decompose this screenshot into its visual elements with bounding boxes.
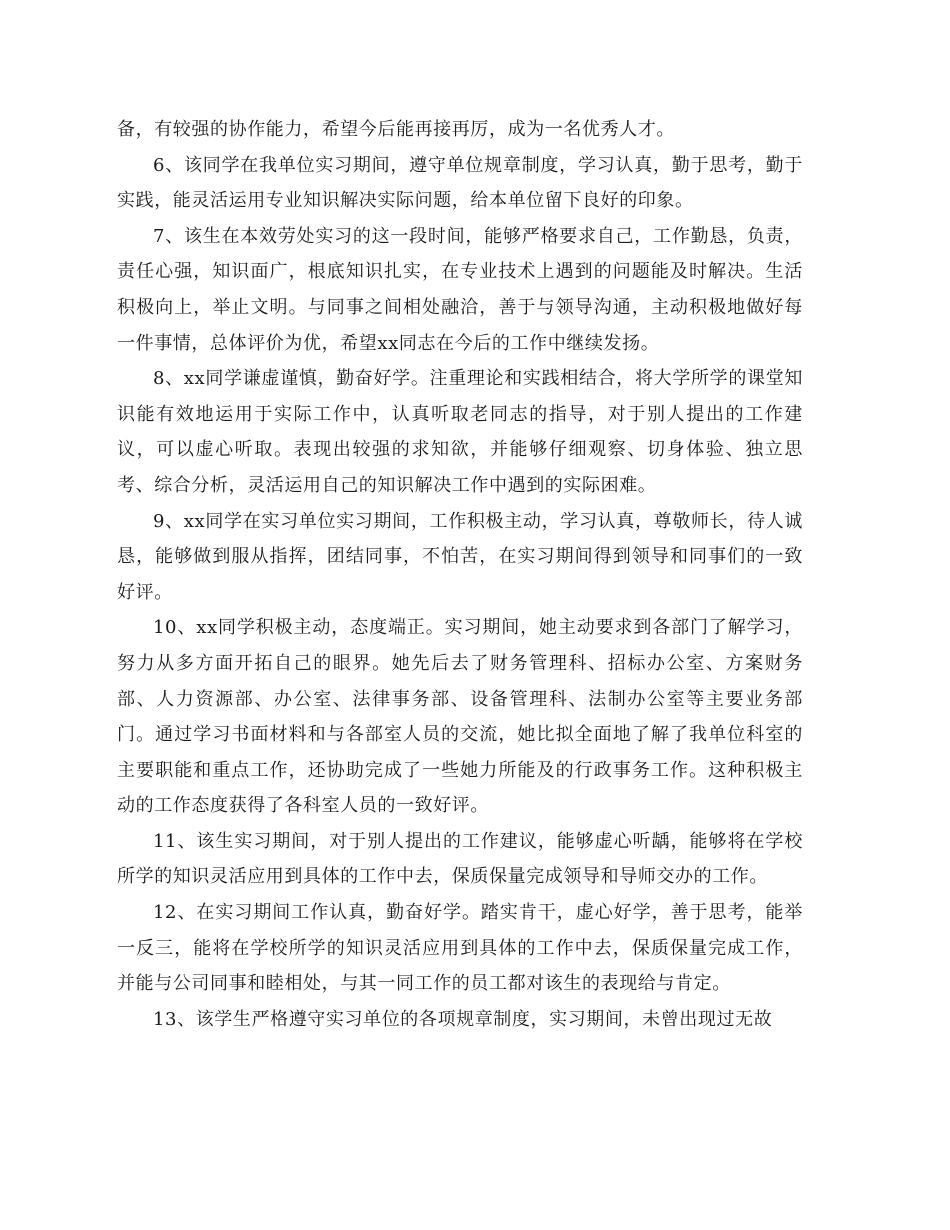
paragraph-6: 6、该同学在我单位实习期间，遵守单位规章制度，学习认真，勤于思考，勤于实践，能灵活运用专业知识解决实际问题，给本单位留下良好的印象。 — [117, 154, 803, 212]
paragraph-9: 9、xx同学在实习单位实习期间，工作积极主动，学习认真，尊敬师长，待人诚恳，能够做到服从指挥，团结同事，不怕苦，在实习期间得到领导和同事们的一致好评。 — [117, 510, 803, 603]
document-body — [117, 112, 803, 1037]
paragraph-10: 10、xx同学积极主动，态度端正。实习期间，她主动要求到各部门了解学习，努力从多方面开拓自己的眼界。她先后去了财务管理科、招标办公室、方案财务部、人力资源部、办公室、法律事务部、设备管理科、法制办公室等主要业务部门。通过学习书面材料和与各部室人员的交流，她比拟全面地了解了我单位科室的主要职能和重点工作，还协助完成了一些她力所能及的行政事务工作。这种积极主动的工作态度获得了各科室人员的一致好评。 — [117, 617, 803, 817]
paragraph-11: 11、该生实习期间，对于别人提出的工作建议，能够虚心听龋，能够将在学校所学的知识灵活应用到具体的工作中去，保质保量完成领导和导师交办的工作。 — [117, 830, 803, 888]
paragraph-8: 8、xx同学谦虚谨慎，勤奋好学。注重理论和实践相结合，将大学所学的课堂知识能有效地运用于实际工作中，认真听取老同志的指导，对于别人提出的工作建议，可以虚心听取。表现出较强的求知欲，并能够仔细观察、切身体验、独立思考、综合分析，灵活运用自己的知识解决工作中遇到的实际困难。 — [117, 368, 803, 496]
paragraph-12: 12、在实习期间工作认真，勤奋好学。踏实肯干，虚心好学，善于思考，能举一反三，能将在学校所学的知识灵活应用到具体的工作中去，保质保量完成工作，并能与公司同事和睦相处，与其一同工作的员工都对该生的表现给与肯定。 — [117, 902, 803, 995]
paragraph-7: 7、该生在本效劳处实习的这一段时间，能够严格要求自己，工作勤恳，负责，责任心强，知识面广，根底知识扎实，在专业技术上遇到的问题能及时解决。生活积极向上，举止文明。与同事之间相处融洽，善于与领导沟通，主动积极地做好每一件事情，总体评价为优，希望xx同志在今后的工作中继续发扬。 — [117, 225, 803, 354]
paragraph-continued: 备，有较强的协作能力，希望今后能再接再厉，成为一名优秀人才。 — [117, 119, 675, 140]
paragraph-13: 13、该学生严格遵守实习单位的各项规章制度，实习期间，未曾出现过无故 — [153, 1008, 773, 1030]
